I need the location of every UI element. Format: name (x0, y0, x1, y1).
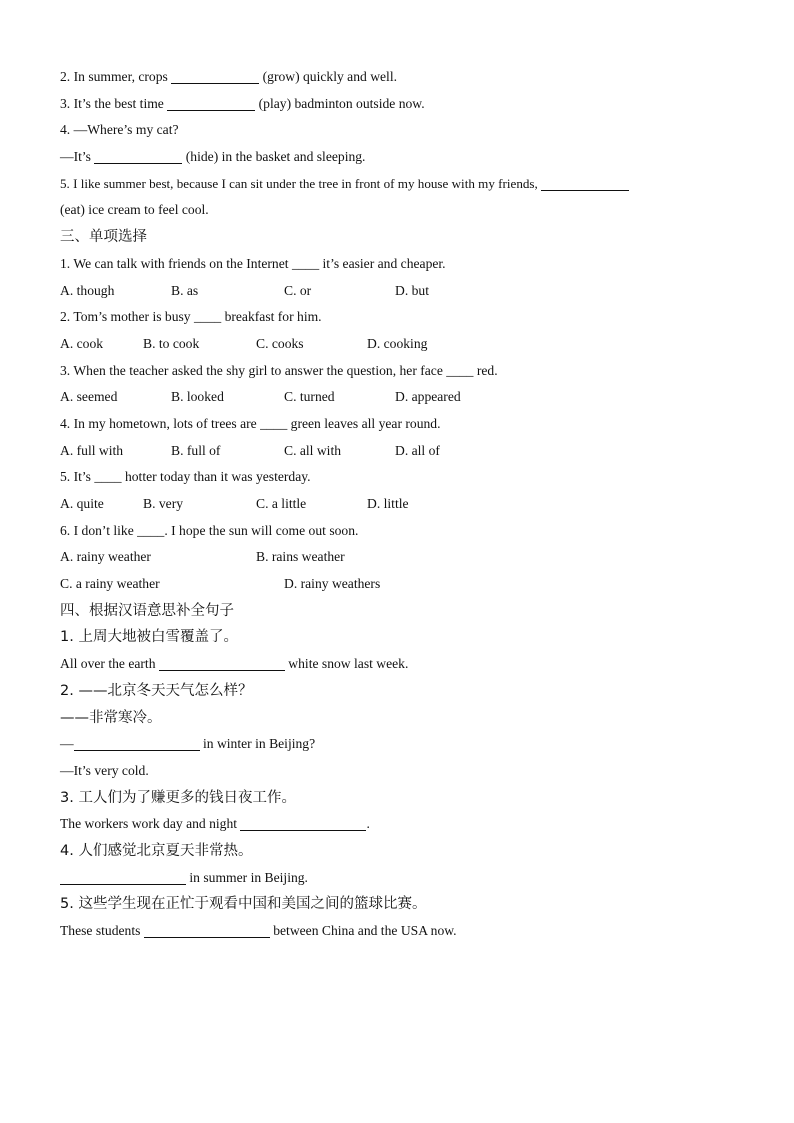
fill-item-5: 5. I like summer best, because I can sit under the tree in front of my house with my friends, (60, 171, 740, 198)
section-heading: 三、单项选择 (60, 229, 147, 246)
question-stem: 5. It’s ____ hotter today than it was yesterday. (60, 469, 311, 485)
option-c[interactable]: C. cooks (256, 335, 304, 351)
option-d[interactable]: D. cooking (367, 335, 428, 351)
question-stem: 6. I don’t like ____. I hope the sun will come out soon. (60, 522, 359, 538)
option-d[interactable]: D. rainy weathers (284, 576, 381, 592)
option-b[interactable]: B. very (143, 496, 184, 511)
fill-item-4-question: 4. —Where’s my cat? (60, 122, 179, 138)
chinese-prompt: 4. 人们感觉北京夏天非常热。 (60, 842, 253, 859)
answer-blank[interactable] (74, 736, 200, 751)
dialogue-reply: —It’s very cold. (60, 762, 149, 778)
option-a[interactable]: A. full with (60, 442, 124, 458)
translation-line: All over the earth white snow last week. (60, 656, 409, 672)
option-a[interactable]: A. seemed (60, 389, 118, 405)
answer-blank[interactable] (167, 96, 255, 111)
option-a[interactable]: A. rainy weather (60, 549, 151, 565)
answer-blank[interactable] (60, 870, 186, 885)
option-c[interactable]: C. turned (284, 389, 335, 405)
chinese-prompt: 3. 工人们为了赚更多的钱日夜工作。 (60, 789, 296, 806)
option-c[interactable]: C. all with (284, 442, 342, 458)
option-a[interactable]: A. though (60, 282, 115, 298)
chinese-prompt: ——非常寒冷。 (60, 709, 162, 726)
section-heading: 四、根据汉语意思补全句子 (60, 602, 234, 619)
translation-line: These students between China and the USA now. (60, 923, 457, 938)
option-d[interactable]: D. but (395, 282, 429, 298)
translation-line: in summer in Beijing. (60, 865, 740, 892)
options-row (60, 571, 740, 598)
option-a[interactable]: A. cook (60, 335, 104, 351)
option-c[interactable]: C. a rainy weather (60, 576, 160, 592)
translation-line: — in winter in Beijing? (60, 736, 316, 752)
question-stem: 4. In my hometown, lots of trees are ____ green leaves all year round. (60, 415, 441, 431)
worksheet-page (60, 64, 740, 945)
option-d[interactable]: D. all of (395, 442, 440, 458)
option-b[interactable]: B. looked (171, 389, 224, 405)
chinese-prompt: 5. 这些学生现在正忙于观看中国和美国之间的篮球比赛。 (60, 896, 427, 913)
option-b[interactable]: B. to cook (143, 335, 200, 351)
option-b[interactable]: B. rains weather (256, 549, 345, 565)
fill-item-4-answer: —It’s (hide) in the basket and sleeping. (60, 149, 366, 165)
fill-item-3: 3. It’s the best time (play) badminton outside now. (60, 95, 425, 111)
options-row (60, 331, 740, 358)
option-b[interactable]: B. full of (171, 442, 221, 458)
fill-item-2: 2. In summer, crops (grow) quickly and well. (60, 69, 398, 84)
options-row (60, 278, 740, 305)
options-row (60, 491, 740, 518)
chinese-prompt: 2. ——北京冬天天气怎么样？ (60, 682, 253, 699)
option-d[interactable]: D. little (367, 496, 409, 511)
fill-item-5-cont: (eat) ice cream to feel cool. (60, 202, 209, 218)
option-c[interactable]: C. a little (256, 496, 307, 511)
answer-blank[interactable] (144, 923, 270, 938)
answer-blank[interactable] (171, 69, 259, 84)
option-b[interactable]: B. as (171, 282, 199, 298)
answer-blank[interactable] (94, 149, 182, 164)
chinese-prompt: 1. 上周大地被白雪覆盖了。 (60, 629, 238, 646)
answer-blank[interactable] (240, 816, 366, 831)
question-stem: 1. We can talk with friends on the Internet ____ it’s easier and cheaper. (60, 255, 446, 271)
option-d[interactable]: D. appeared (395, 389, 461, 405)
options-row (60, 438, 740, 465)
translation-line: The workers work day and night . (60, 816, 370, 832)
option-a[interactable]: A. quite (60, 496, 104, 511)
answer-blank[interactable] (159, 656, 285, 671)
question-stem: 2. Tom’s mother is busy ____ breakfast for him. (60, 309, 322, 325)
answer-blank[interactable] (541, 176, 629, 191)
options-row (60, 544, 740, 571)
question-stem: 3. When the teacher asked the shy girl to answer the question, her face ____ red. (60, 362, 498, 378)
options-row (60, 384, 740, 411)
option-c[interactable]: C. or (284, 282, 312, 298)
